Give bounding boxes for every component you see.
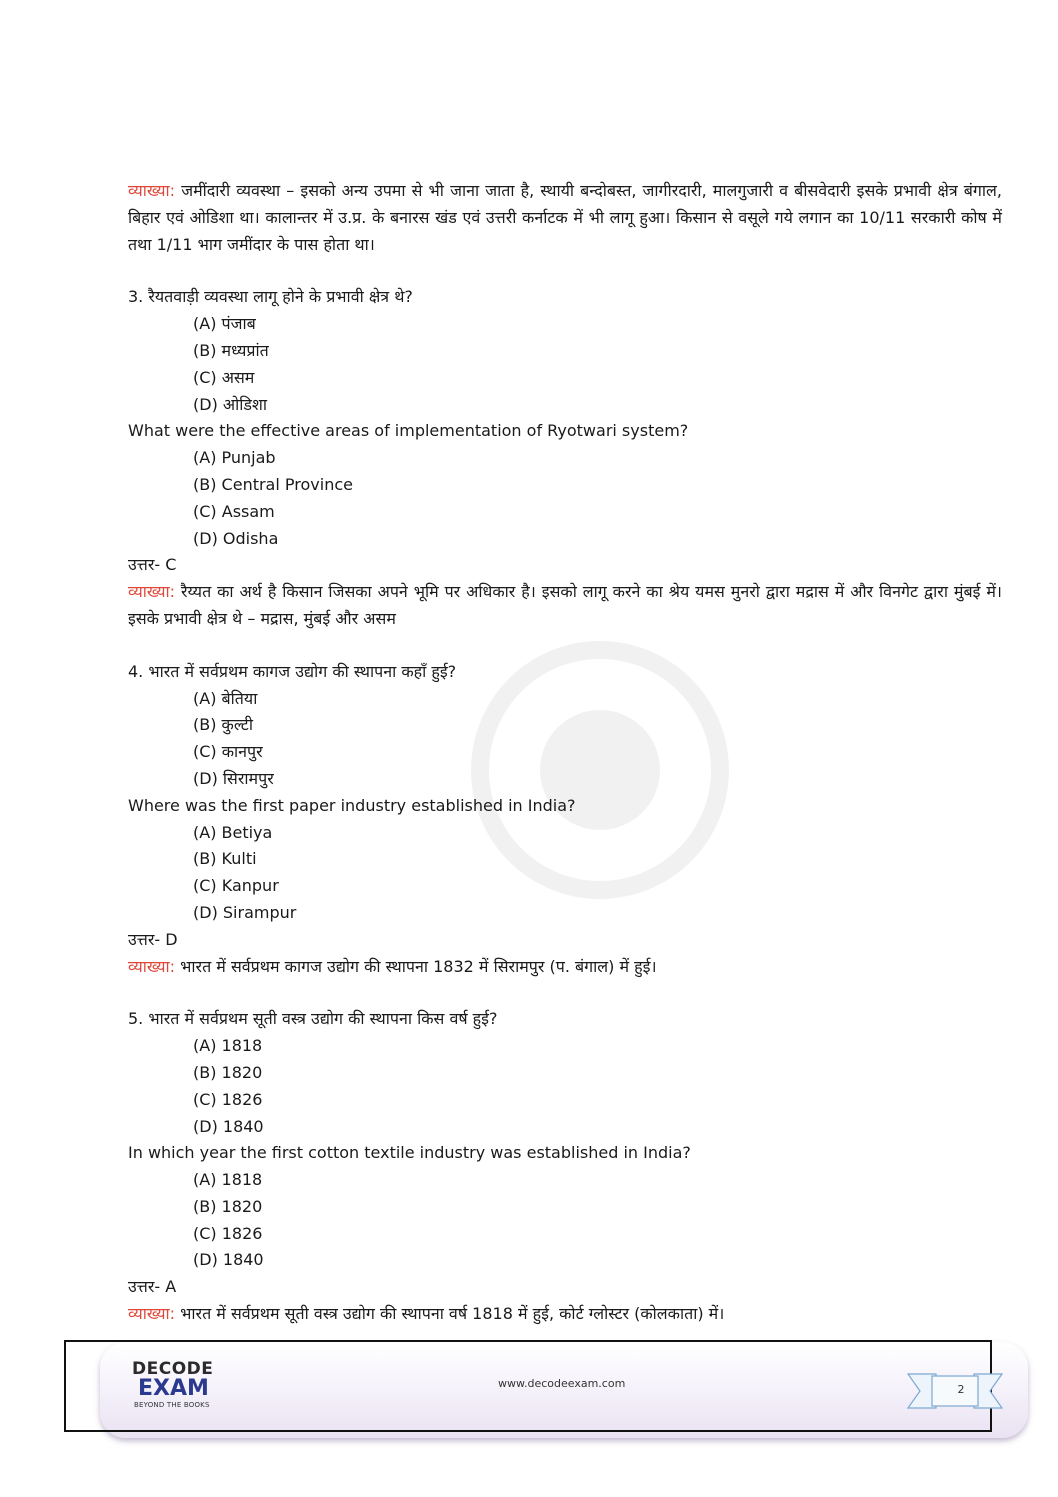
option-english: (C) 1826 (193, 1223, 263, 1243)
question-english: What were the effective areas of implementation of Ryotwari system? (128, 421, 689, 441)
page-number-ribbon (906, 1368, 1004, 1414)
explanation-label: व्याख्या: (128, 181, 176, 200)
option-english: (C) Assam (193, 501, 275, 521)
question-english: In which year the first cotton textile industry was established in India? (128, 1143, 691, 1163)
option-hindi: (C) 1826 (193, 1089, 263, 1109)
question-hindi: 4. भारत में सर्वप्रथम कागज उद्योग की स्थापना कहाँ हुई? (128, 661, 457, 681)
questions-list (128, 284, 1002, 1327)
question-hindi: 3. रैयतवाड़ी व्यवस्था लागू होने के प्रभावी क्षेत्र थे? (128, 287, 413, 307)
explanation (128, 1301, 1002, 1328)
option-hindi: (D) सिरामपुर (193, 768, 274, 788)
question-block (128, 284, 1002, 632)
question-english: Where was the first paper industry established in India? (128, 795, 576, 815)
answer-prefix: उत्तर- (128, 555, 166, 575)
option-hindi: (A) बेतिया (193, 688, 258, 708)
explanation-text: भारत में सर्वप्रथम कागज उद्योग की स्थापना 1832 में सिरामपुर (प. बंगाल) में हुई। (175, 956, 657, 976)
option-hindi: (A) 1818 (193, 1036, 263, 1056)
answer-value: C (165, 555, 177, 575)
explanation-label: व्याख्या: (128, 1304, 176, 1324)
explanation-text: जमींदारी व्यवस्था – इसको अन्य उपमा से भी जाना जाता है, स्थायी बन्दोबस्त, जागीरदारी, मालगुजारी व बीसवेदारी इसके प्रभावी क्षेत्र बंगाल, बिहार एवं ओडिशा था। कालान्तर में उ.प्र. के बनारस खंड एवं उत्तरी कर्नाटक में भी लागू हुआ। किसान से वसूले गये लगान का 10/11 सरकारी कोष में तथा 1/11 भाग जमींदार के पास होता था। (128, 181, 1002, 254)
question-block (128, 1006, 1002, 1328)
question-hindi: 5. भारत में सर्वप्रथम सूती वस्त्र उद्योग की स्थापना किस वर्ष हुई? (128, 1009, 498, 1029)
answer-line (128, 927, 1002, 954)
option-hindi: (B) मध्यप्रांत (193, 340, 269, 360)
option-english: (B) Kulti (193, 849, 257, 869)
explanation (128, 954, 1002, 981)
option-hindi: (B) 1820 (193, 1062, 263, 1082)
intro-explanation (128, 178, 1002, 258)
explanation-label: व्याख्या: (128, 956, 176, 976)
option-english: (D) Odisha (193, 528, 279, 548)
option-english: (A) Betiya (193, 822, 273, 842)
answer-value: A (165, 1277, 177, 1297)
answer-line (128, 1274, 1002, 1301)
website-url[interactable]: www.decodeexam.com (498, 1377, 626, 1390)
option-english: (C) Kanpur (193, 876, 279, 896)
explanation-text: भारत में सर्वप्रथम सूती वस्त्र उद्योग की स्थापना वर्ष 1818 में हुई, कोर्ट ग्लोस्टर (कोलकाता) में। (175, 1304, 725, 1324)
answer-prefix: उत्तर- (128, 929, 166, 949)
decode-exam-logo (132, 1360, 232, 1410)
page-number: 2 (957, 1383, 965, 1396)
question-content (128, 178, 1002, 1328)
option-hindi: (C) कानपुर (193, 742, 263, 762)
option-english: (A) Punjab (193, 448, 276, 468)
explanation (128, 579, 1002, 633)
option-hindi: (B) कुल्टी (193, 715, 254, 735)
explanation-label: व्याख्या: (128, 582, 176, 602)
explanation-text: रैय्यत का अर्थ है किसान जिसका अपने भूमि पर अधिकार है। इसको लागू करने का श्रेय यमस मुनरो द्वारा मद्रास में और विनगेट द्वारा मुंबई में। इसके प्रभावी क्षेत्र थे – मद्रास, मुंबई और असम (128, 582, 1002, 628)
option-hindi: (A) पंजाब (193, 314, 256, 334)
answer-line (128, 552, 1002, 579)
option-english: (D) 1840 (193, 1250, 264, 1270)
option-english: (B) Central Province (193, 474, 353, 494)
answer-value: D (165, 929, 178, 949)
logo-line1: DECODE (132, 1359, 214, 1379)
option-hindi: (D) ओडिशा (193, 394, 267, 414)
option-english: (D) Sirampur (193, 902, 297, 922)
option-hindi: (D) 1840 (193, 1116, 264, 1136)
option-hindi: (C) असम (193, 367, 255, 387)
logo-line2: EXAM (138, 1376, 209, 1401)
option-english: (B) 1820 (193, 1196, 263, 1216)
question-block (128, 659, 1002, 981)
logo-tagline: BEYOND THE BOOKS (134, 1401, 210, 1409)
answer-prefix: उत्तर- (128, 1277, 166, 1297)
option-english: (A) 1818 (193, 1170, 263, 1190)
